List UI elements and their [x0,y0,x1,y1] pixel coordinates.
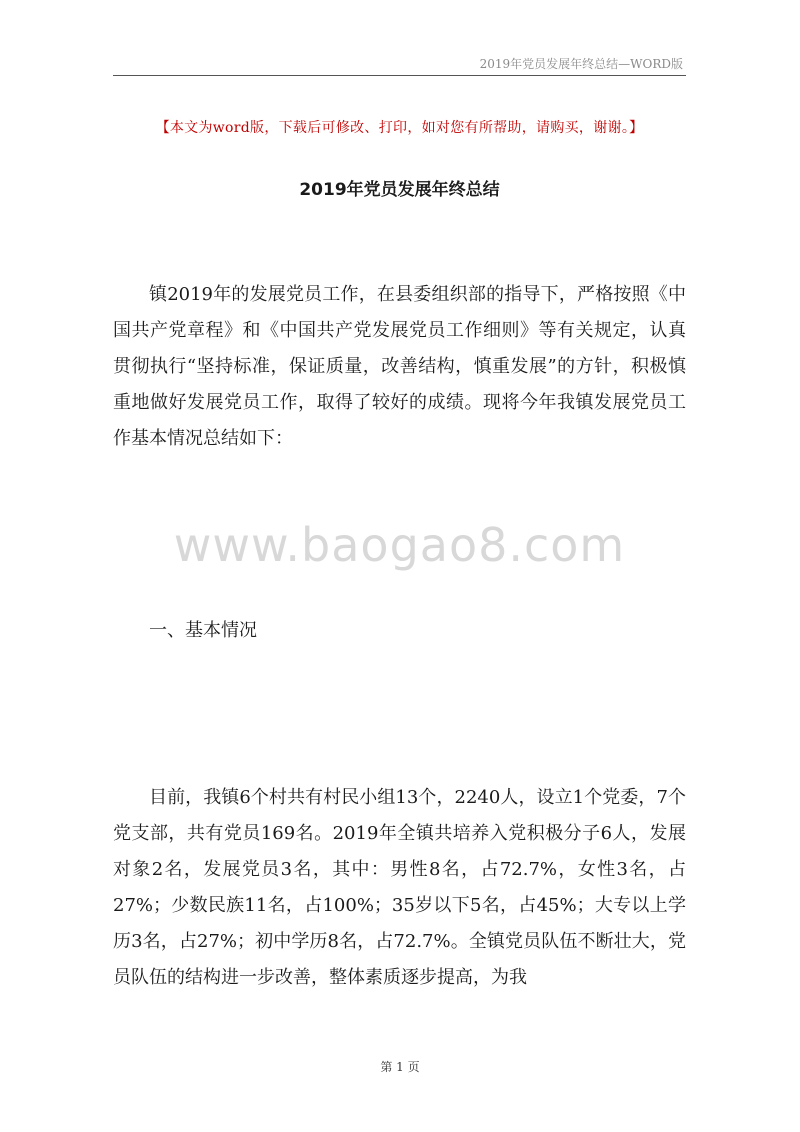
document-title: 2019年党员发展年终总结 [299,180,500,200]
watermark-text: www.baogao8.com [173,518,626,572]
section-heading-basic-situation: 一、基本情况 [149,620,257,641]
intro-paragraph: 镇2019年的发展党员工作，在县委组织部的指导下，严格按照《中国共产党章程》和《中国共产党发展党员工作细则》等有关规定，认真贯彻执行“坚持标准，保证质量，改善结构，慎重发展”的方针，积极慎重地做好发展党员工作，取得了较好的成绩。现将今年我镇发展党员工作基本情况总结如下： [113,284,686,449]
download-notice: 【本文为word版，下载后可修改、打印，如对您有所帮助，请购买，谢谢。】 [155,120,644,136]
page-number: 第 1 页 [380,1060,420,1074]
header-divider [113,75,686,76]
situation-paragraph: 目前，我镇6个村共有村民小组13个，2240人，设立1个党委，7个党支部，共有党员169名。2019年全镇共培养入党积极分子6人，发展对象2名，发展党员3名，其中：男性8名，占72.7%，女性3名，占27%；少数民族11名，占100%；35岁以下5名，占45%；大专以上学历3名，占27%；初中学历8名，占72.7%。全镇党员队伍不断壮大，党员队伍的结构进一步改善，整体素质逐步提高，为我 [113,787,686,988]
running-header: 2019年党员发展年终总结—WORD版 [479,57,683,71]
